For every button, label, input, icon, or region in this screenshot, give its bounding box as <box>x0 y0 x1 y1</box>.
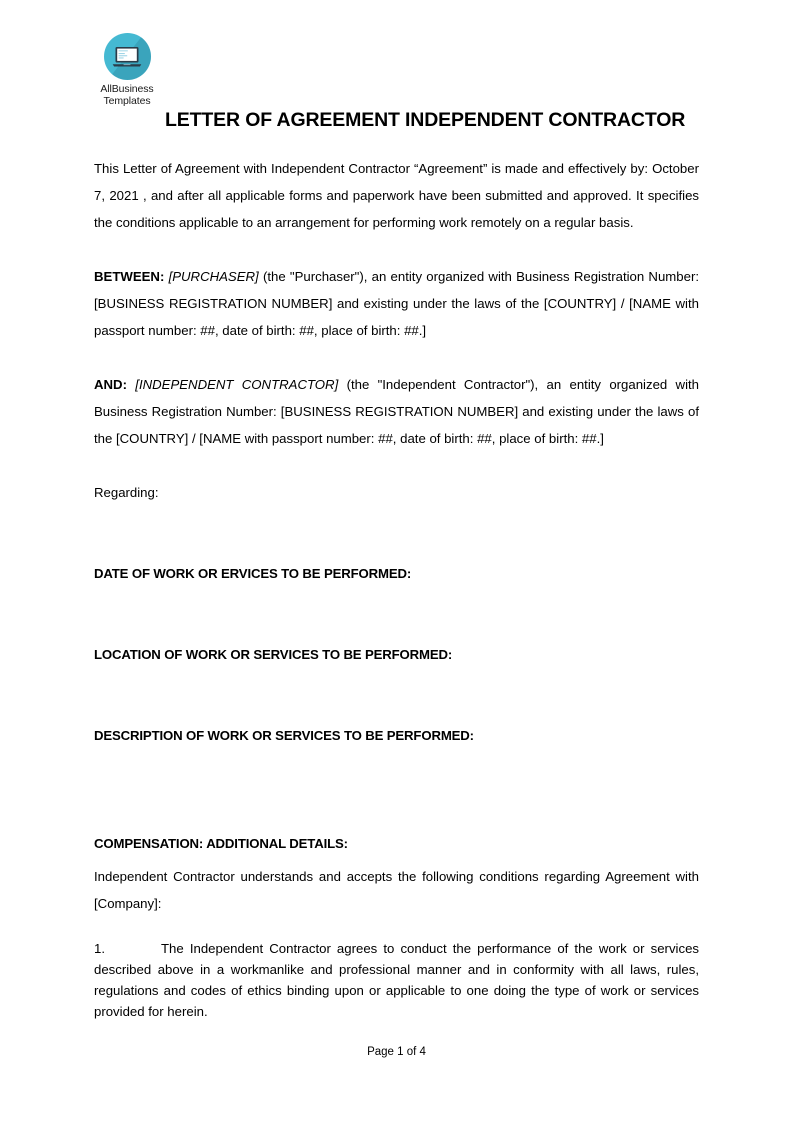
spacer <box>94 236 699 263</box>
independent-contractor-placeholder: [INDEPENDENT CONTRACTOR] <box>135 377 339 392</box>
spacer <box>94 668 699 722</box>
spacer <box>94 452 699 479</box>
brand-name-line1: AllBusiness <box>100 83 154 95</box>
page-number-label: Page 1 of 4 <box>367 1046 426 1058</box>
brand-name-line2: Templates <box>103 95 151 107</box>
brand-name <box>90 83 164 107</box>
intro-paragraph <box>94 155 699 236</box>
clause-1-number: 1. <box>94 941 105 957</box>
section-heading-location-of-work: LOCATION OF WORK OR SERVICES TO BE PERFORMED: <box>94 647 453 662</box>
spacer <box>94 917 699 925</box>
spacer <box>94 587 699 641</box>
spacer <box>94 506 699 560</box>
and-paragraph <box>94 371 699 452</box>
document-body <box>94 155 699 1035</box>
purchaser-placeholder: [PURCHASER] <box>168 269 259 284</box>
agreement-date: October 7, 2021 <box>94 161 699 203</box>
intro-segment-1: This Letter of Agreement with Independent Contractor “Agreement” is made and effectively by: <box>94 161 653 176</box>
between-label: BETWEEN: <box>94 269 165 284</box>
clause-1-text: The Independent Contractor agrees to conduct the performance of the work or services described above in a workmanlike and professional manner and in conformity with all laws, rules, regulations and codes of ethics binding upon or applicable to one doing the type of work or services provided for herein. <box>94 941 699 1020</box>
page-title: LETTER OF AGREEMENT INDEPENDENT CONTRACTOR <box>165 109 686 132</box>
allbusinesstemplates-logo-icon <box>104 33 151 80</box>
intro-segment-2: , and after all applicable forms and paperwork have been submitted and approved. It specifies the conditions applicable to an arrangement for performing work remotely on a regular basis. <box>94 188 699 230</box>
and-text: (the "Independent Contractor"), an entity organized with Business Registration Number: [BUSINESS REGISTRATION NUMBER] and existing under the laws of the [COUNTRY] / [NAME with passport number: ##, date of birth: ##, place of birth: ##.] <box>94 377 699 446</box>
page-footer <box>0 1046 793 1058</box>
between-text: (the "Purchaser"), an entity organized with Business Registration Number: [BUSINESS REGISTRATION NUMBER] and existing under the laws of the [COUNTRY] / [NAME with passport number: ##, date of birth: ##, place of birth: ##.] <box>94 269 700 338</box>
between-paragraph <box>94 263 699 344</box>
section-heading-description-of-work: DESCRIPTION OF WORK OR SERVICES TO BE PERFORMED: <box>94 728 474 743</box>
spacer <box>94 344 699 371</box>
clause-1 <box>94 938 699 1022</box>
brand-logo-block <box>90 33 164 107</box>
and-label: AND: <box>94 377 127 392</box>
section-heading-date-of-work: DATE OF WORK OR ERVICES TO BE PERFORMED: <box>94 566 412 581</box>
section-heading-compensation: COMPENSATION: ADDITIONAL DETAILS: <box>94 836 348 851</box>
regarding-label: Regarding: <box>94 485 159 500</box>
spacer <box>94 749 699 830</box>
laptop-document-icon <box>112 45 142 69</box>
conditions-intro-paragraph: Independent Contractor understands and accepts the following conditions regarding Agreement with [Company]: <box>94 869 699 911</box>
